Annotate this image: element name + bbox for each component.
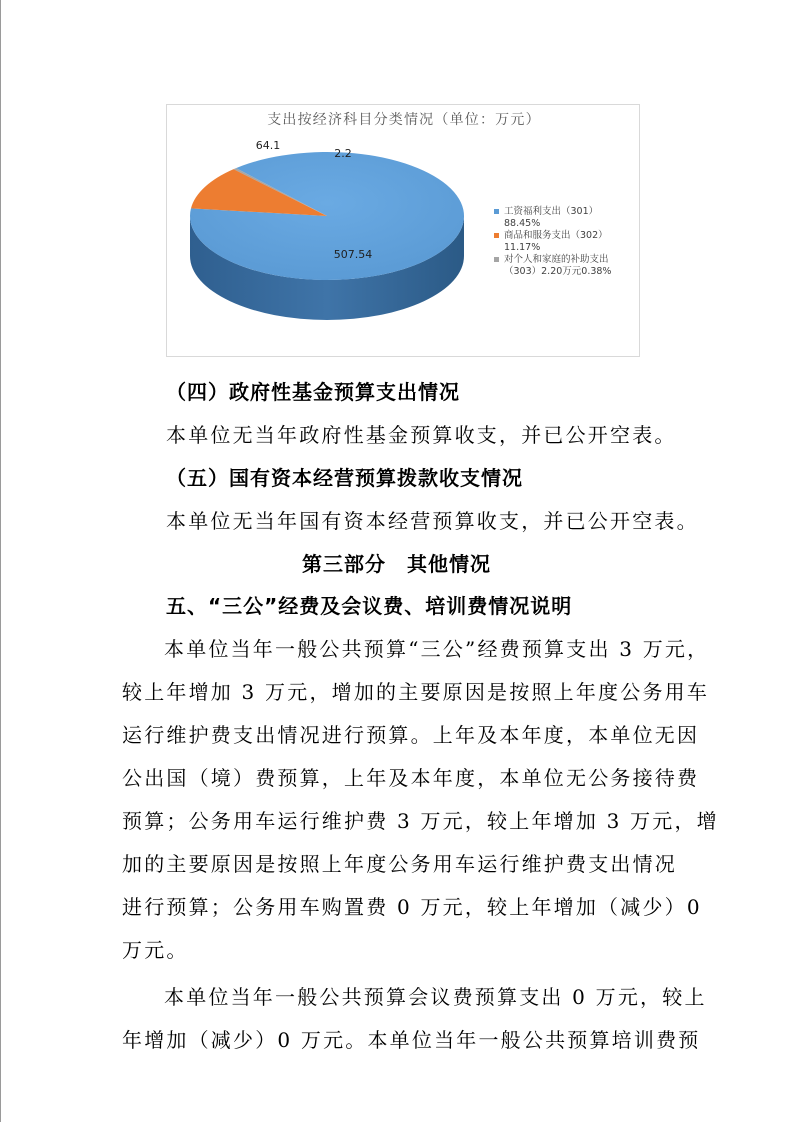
legend-swatch-subsidies [494, 257, 499, 262]
legend-goods-services-line1: 商品和服务支出（302） [504, 230, 608, 241]
legend-goods-services-line2: 11.17% [504, 242, 541, 253]
section-5-text: 本单位无当年国有资本经营预算收支，并已公开空表。 [166, 509, 699, 533]
paragraph-line: 本单位当年一般公共预算“三公”经费预算支出 3 万元， [164, 637, 710, 661]
part-3-title: 第三部分 其他情况 [302, 552, 491, 576]
section-5-heading: （五）国有资本经营预算拨款收支情况 [166, 466, 523, 490]
legend-swatch-goods-services [494, 233, 499, 238]
legend-swatch-wages [494, 209, 499, 214]
paragraph-line: 年增加（减少）0 万元。本单位当年一般公共预算培训费预 [122, 1028, 701, 1052]
paragraph-line: 运行维护费支出情况进行预算。上年及本年度，本单位无因 [122, 723, 700, 747]
data-label-wages: 507.54 [333, 248, 373, 261]
paragraph-line: 万元。 [122, 938, 189, 962]
legend-subsidies-line1: 对个人和家庭的补助支出 [504, 254, 609, 265]
paragraph-line: 进行预算；公务用车购置费 0 万元，较上年增加（减少）0 [122, 895, 702, 919]
legend-wages-line2: 88.45% [504, 218, 541, 229]
section-five-heading: 五、“三公”经费及会议费、培训费情况说明 [166, 594, 573, 618]
section-4-heading: （四）政府性基金预算支出情况 [166, 380, 460, 404]
paragraph-line: 预算；公务用车运行维护费 3 万元，较上年增加 3 万元，增 [122, 809, 719, 833]
chart-title: 支出按经济科目分类情况（单位：万元） [267, 112, 541, 128]
paragraph-line: 较上年增加 3 万元，增加的主要原因是按照上年度公务用车 [122, 680, 710, 704]
pie-chart-svg [167, 105, 641, 358]
legend-subsidies-line2: （303）2.20万元0.38% [504, 266, 612, 277]
paragraph-line: 公出国（境）费预算，上年及本年度，本单位无公务接待费 [122, 766, 700, 790]
legend-wages-line1: 工资福利支出（301） [504, 206, 599, 217]
data-label-subsidies: 2.2 [334, 147, 352, 160]
pie-chart [166, 104, 640, 357]
paragraph-line: 加的主要原因是按照上年度公务用车运行维护费支出情况 [122, 852, 677, 876]
data-label-goods-services: 64.1 [255, 139, 281, 152]
section-4-text: 本单位无当年政府性基金预算收支，并已公开空表。 [166, 423, 677, 447]
paragraph-line: 本单位当年一般公共预算会议费预算支出 0 万元，较上 [164, 985, 707, 1009]
